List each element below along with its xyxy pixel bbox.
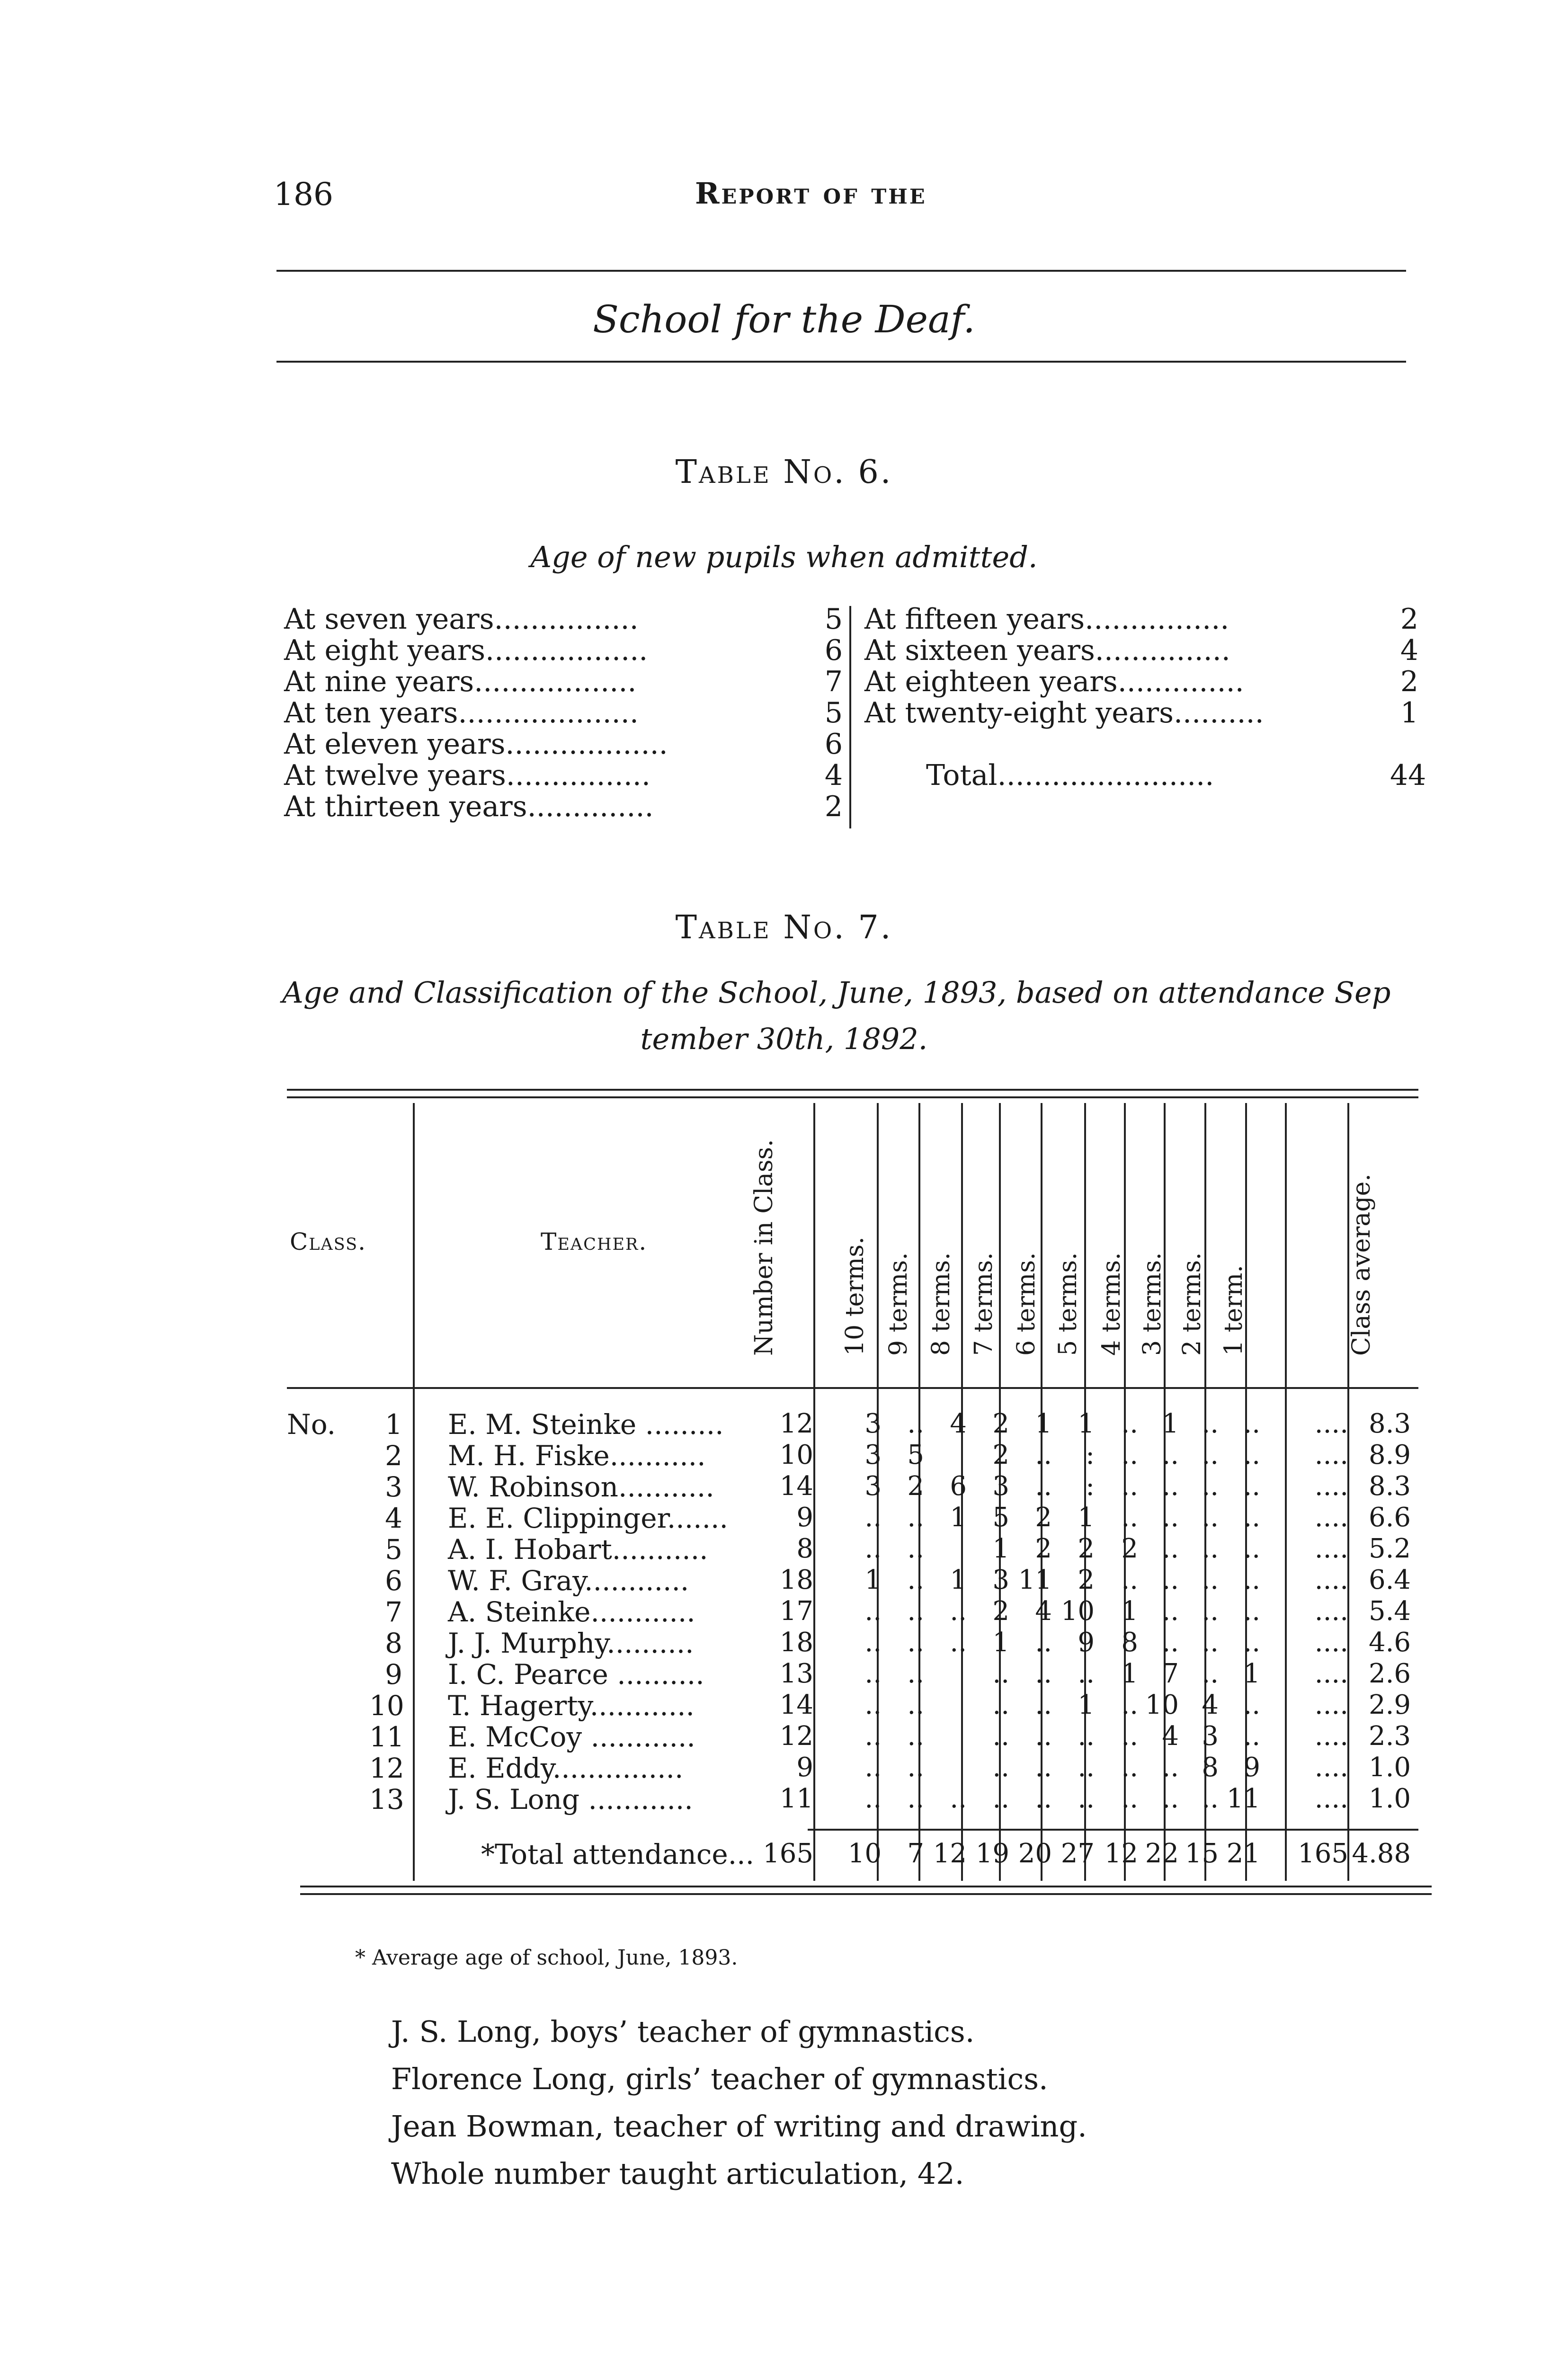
table-cell: 2 (1121, 1533, 1138, 1564)
table-cell: 4 (1035, 1596, 1052, 1627)
table-cell: 2 (907, 1471, 924, 1502)
table-cell: 1 (1243, 1658, 1260, 1689)
table-cell: .... (1314, 1408, 1348, 1439)
table-cell: 1.0 (1368, 1752, 1411, 1783)
table-cell: .. (950, 1627, 967, 1658)
table-cell: .. (864, 1627, 882, 1658)
table-cell: .. (1202, 1596, 1219, 1627)
table-cell: .. (864, 1690, 882, 1720)
class-prefix: No. (287, 1408, 336, 1441)
table7-caption: Table No. 7. (675, 909, 893, 946)
table-cell: .. (1162, 1565, 1179, 1595)
total-cell: 12 (1104, 1838, 1138, 1869)
running-title: Report of the (695, 176, 927, 211)
table6-right (864, 603, 1426, 792)
table6-subtitle: Age of new pupils when admitted. (530, 540, 1038, 574)
table-cell: 12 (779, 1721, 813, 1752)
total-label: Total........................ (926, 759, 1214, 792)
table-cell: .. (864, 1752, 882, 1783)
age-label: At eighteen years.............. (864, 665, 1244, 698)
note-line: Florence Long, girls’ teacher of gymnastics. (391, 2062, 1048, 2096)
table6-caption: Table No. 6. (675, 454, 893, 491)
table6-row (864, 697, 1418, 729)
teacher-name: T. Hagerty............ (448, 1690, 695, 1722)
table-cell: .. (1078, 1783, 1095, 1814)
total-cell: 21 (1226, 1838, 1260, 1869)
table-cell: 10 (1145, 1690, 1179, 1720)
table-cell: .. (864, 1783, 882, 1814)
note-line: Whole number taught articulation, 42. (391, 2156, 964, 2191)
table-cell: .. (1243, 1440, 1260, 1470)
teacher-name: J. S. Long ............ (448, 1783, 693, 1815)
table6-row (864, 604, 1418, 635)
table-cell: .. (1162, 1752, 1179, 1783)
table-cell: .. (992, 1752, 1009, 1783)
table-cell: .. (992, 1658, 1009, 1689)
table-cell: .. (1162, 1627, 1179, 1658)
table6-total-row (864, 759, 1426, 792)
table-cell: 1 (1121, 1658, 1138, 1689)
table-cell: .... (1314, 1596, 1348, 1627)
table-cell: 4 (1162, 1721, 1179, 1752)
footnote: * Average age of school, June, 1893. (355, 1946, 738, 1970)
table-cell: 14 (779, 1471, 813, 1502)
total-cell: 15 (1185, 1838, 1219, 1869)
teacher-name: W. F. Gray............ (448, 1565, 689, 1597)
section-rule (276, 361, 1406, 363)
table-cell: .. (907, 1752, 924, 1783)
col-class-header: Class. (290, 1228, 367, 1255)
table-cell: .. (907, 1533, 924, 1564)
total-cell: 22 (1145, 1838, 1179, 1869)
table-cell: 5.2 (1368, 1533, 1411, 1564)
col-header: Number in Class. (750, 1139, 778, 1356)
table-cell: .. (864, 1533, 882, 1564)
table-cell: .. (1035, 1658, 1052, 1689)
total-cell: 10 (847, 1838, 882, 1869)
table-cell: .. (1243, 1471, 1260, 1502)
table-cell: .. (1121, 1408, 1138, 1439)
table-cell: 8 (1121, 1627, 1138, 1658)
table-cell: .... (1314, 1690, 1348, 1720)
table-cell: 9 (1078, 1627, 1095, 1658)
table7-bottom-rule (300, 1886, 1432, 1887)
table-cell: .. (1202, 1627, 1219, 1658)
top-rule (276, 270, 1406, 272)
total-cell: 20 (1018, 1838, 1052, 1869)
table-cell: .. (864, 1502, 882, 1533)
table-cell: 9 (796, 1502, 813, 1533)
table-cell: .. (1121, 1502, 1138, 1533)
age-count: 6 (824, 728, 843, 761)
teacher-name: E. Eddy............... (448, 1752, 684, 1784)
table-cell: .. (907, 1658, 924, 1689)
table-cell: 1 (1162, 1408, 1179, 1439)
table-cell: 18 (779, 1565, 813, 1595)
table-cell: .. (1035, 1690, 1052, 1720)
table6-row (284, 635, 843, 666)
table6-row (284, 666, 843, 697)
total-cell: 19 (975, 1838, 1009, 1869)
table-cell: 1 (950, 1565, 967, 1595)
table-cell: .. (1243, 1533, 1260, 1564)
table-cell: 6.4 (1368, 1565, 1411, 1595)
table7-top-rule (287, 1089, 1418, 1091)
table-cell: 1 (1035, 1408, 1052, 1439)
table-cell: 4 (950, 1408, 967, 1439)
table-cell: 1 (992, 1627, 1009, 1658)
class-number: 4 (385, 1502, 402, 1534)
age-label: At fifteen years................ (864, 603, 1229, 636)
table-cell: 10 (1060, 1596, 1095, 1627)
table-cell: 4.6 (1368, 1627, 1411, 1658)
class-number: 10 (369, 1690, 404, 1722)
class-number: 9 (385, 1658, 402, 1691)
table6-row (284, 697, 843, 729)
class-number: 3 (385, 1471, 402, 1503)
table7-column-rule (813, 1103, 815, 1881)
age-label: At seven years................ (284, 603, 639, 636)
table-cell: .... (1314, 1565, 1348, 1595)
table7-subtitle-line1: Age and Classification of the School, June, 1893, based on attendance Sep (282, 975, 1391, 1010)
table-cell: .. (992, 1721, 1009, 1752)
table-cell: 1 (1121, 1596, 1138, 1627)
table-cell: 17 (779, 1596, 813, 1627)
table-cell: .. (864, 1658, 882, 1689)
table7-column-rule (413, 1103, 415, 1881)
table-cell: 3 (864, 1440, 882, 1470)
table-cell: 8 (796, 1533, 813, 1564)
table-cell: .. (1202, 1533, 1219, 1564)
table-cell: .. (992, 1690, 1009, 1720)
col-header: 9 terms. (884, 1252, 913, 1356)
age-count: 2 (1400, 665, 1418, 698)
col-teacher-header: Teacher. (541, 1228, 648, 1255)
table-cell: 2 (1078, 1565, 1095, 1595)
table-cell: .. (1243, 1690, 1260, 1720)
table-cell: 2.3 (1368, 1721, 1411, 1752)
table-cell: .. (1243, 1596, 1260, 1627)
teacher-name: E. M. Steinke ......... (448, 1408, 724, 1441)
table-cell: .. (1121, 1440, 1138, 1470)
table-cell: 4 (1202, 1690, 1219, 1720)
table-cell: .. (907, 1596, 924, 1627)
table-cell: 2 (992, 1408, 1009, 1439)
note-line: J. S. Long, boys’ teacher of gymnastics. (391, 2014, 975, 2049)
table6-divider (849, 606, 851, 828)
table-cell: .. (1121, 1752, 1138, 1783)
table-cell: 1 (864, 1565, 882, 1595)
table-cell: 5 (907, 1440, 924, 1470)
table-cell: 3 (1202, 1721, 1219, 1752)
table-cell: .. (1121, 1565, 1138, 1595)
col-header: 7 terms. (970, 1252, 998, 1356)
class-number: 11 (369, 1721, 404, 1753)
table-cell: 2 (1035, 1533, 1052, 1564)
total-attendance-label: *Total attendance... (481, 1838, 755, 1870)
table-cell: 6.6 (1368, 1502, 1411, 1533)
class-number: 7 (385, 1596, 402, 1628)
table-cell: .. (1035, 1627, 1052, 1658)
total-cell: 7 (907, 1838, 924, 1869)
table-cell: .. (1202, 1783, 1219, 1814)
table-cell: .. (1243, 1565, 1260, 1595)
table-cell: .. (907, 1408, 924, 1439)
age-label: At ten years.................... (284, 696, 639, 730)
age-count: 5 (824, 603, 843, 636)
col-header: 6 terms. (1012, 1252, 1041, 1356)
table-cell: .. (907, 1721, 924, 1752)
table-cell: 8.3 (1368, 1471, 1411, 1502)
table-cell: .... (1314, 1752, 1348, 1783)
table-cell: 1 (992, 1533, 1009, 1564)
table-cell: .. (1162, 1502, 1179, 1533)
note-line: Jean Bowman, teacher of writing and drawing. (391, 2109, 1087, 2144)
table6-row (284, 791, 843, 822)
table7-top-rule-2 (287, 1096, 1418, 1098)
page-number: 186 (274, 176, 333, 213)
table-cell: 18 (779, 1627, 813, 1658)
table-cell: 3 (992, 1565, 1009, 1595)
table-cell: .. (1162, 1533, 1179, 1564)
class-number: 5 (385, 1533, 402, 1566)
table-cell: .. (864, 1721, 882, 1752)
table-cell: .. (1202, 1408, 1219, 1439)
table-cell: 3 (864, 1408, 882, 1439)
age-label: At twenty-eight years.......... (864, 696, 1264, 730)
table7-subtitle-line2: tember 30th, 1892. (640, 1022, 928, 1056)
teacher-name: A. I. Hobart........... (448, 1533, 708, 1566)
teacher-name: A. Steinke............ (448, 1596, 695, 1628)
table-cell: .. (1162, 1471, 1179, 1502)
table-cell: 14 (779, 1690, 813, 1720)
table-cell: .. (1078, 1752, 1095, 1783)
class-number: 12 (369, 1752, 404, 1784)
table6-left (284, 604, 843, 822)
table-cell: 1 (950, 1502, 967, 1533)
table-cell: .. (1035, 1440, 1052, 1470)
table-cell: 9 (1243, 1752, 1260, 1783)
table-cell: .. (950, 1783, 967, 1814)
table6-row (284, 760, 843, 791)
teacher-name: W. Robinson........... (448, 1471, 714, 1503)
table-cell: .... (1314, 1533, 1348, 1564)
table-cell: 1 (1078, 1690, 1095, 1720)
age-count: 6 (824, 634, 843, 667)
col-header: 2 terms. (1178, 1252, 1206, 1356)
table-cell: 12 (779, 1408, 813, 1439)
table7-total-rule (808, 1829, 1418, 1831)
table-cell: 8.3 (1368, 1408, 1411, 1439)
age-count: 2 (1400, 603, 1418, 636)
table6-spacer (864, 729, 1418, 760)
table-cell: .. (1202, 1440, 1219, 1470)
table-cell: .. (1035, 1783, 1052, 1814)
age-count: 5 (824, 696, 843, 730)
age-count: 4 (824, 759, 843, 792)
table-cell: .. (1243, 1502, 1260, 1533)
table-cell: .. (1243, 1627, 1260, 1658)
teacher-name: J. J. Murphy.......... (448, 1627, 694, 1659)
table-cell: 2 (1035, 1502, 1052, 1533)
table-cell: 3 (992, 1471, 1009, 1502)
table-cell: 2.6 (1368, 1658, 1411, 1689)
total-value: 44 (1390, 759, 1426, 792)
age-label: At eleven years.................. (284, 728, 668, 761)
table7-bottom-rule-2 (300, 1893, 1432, 1895)
table-cell: .... (1314, 1721, 1348, 1752)
table-cell: 11 (1018, 1565, 1052, 1595)
table-cell: 11 (1226, 1783, 1260, 1814)
table6-row (284, 729, 843, 760)
table-cell: .. (1035, 1471, 1052, 1502)
age-label: At nine years.................. (284, 665, 637, 698)
table-cell: .. (1035, 1752, 1052, 1783)
table6-row (864, 666, 1418, 697)
class-number: 13 (369, 1783, 404, 1815)
total-cell: 165 (1298, 1838, 1348, 1869)
age-count: 2 (824, 790, 843, 823)
table-cell: .. (907, 1565, 924, 1595)
class-number: 6 (385, 1565, 402, 1597)
age-label: At sixteen years............... (864, 634, 1230, 667)
table-cell: .. (907, 1627, 924, 1658)
class-number: 1 (385, 1408, 402, 1441)
total-cell: 4.88 (1352, 1838, 1411, 1869)
age-label: At thirteen years.............. (284, 790, 654, 823)
teacher-name: M. H. Fiske........... (448, 1440, 706, 1472)
table-cell: .. (1202, 1565, 1219, 1595)
class-number: 8 (385, 1627, 402, 1659)
table-cell: .... (1314, 1440, 1348, 1470)
table-cell: 1 (1078, 1502, 1095, 1533)
table-cell: .. (1121, 1471, 1138, 1502)
table-cell: .... (1314, 1658, 1348, 1689)
table-cell: .... (1314, 1783, 1348, 1814)
table-cell: .. (1162, 1440, 1179, 1470)
age-count: 7 (824, 665, 843, 698)
col-header: 8 terms. (927, 1252, 955, 1356)
total-cell: 165 (763, 1838, 813, 1869)
col-header: 3 terms. (1138, 1252, 1167, 1356)
table-cell: .. (950, 1596, 967, 1627)
table-cell: .. (1078, 1721, 1095, 1752)
table-cell: 6 (950, 1471, 967, 1502)
table-cell: 1 (1078, 1408, 1095, 1439)
table-cell: 3 (864, 1471, 882, 1502)
table-cell: 11 (779, 1783, 813, 1814)
table-cell: .. (1202, 1502, 1219, 1533)
table6-row (284, 604, 843, 635)
age-count: 1 (1400, 696, 1418, 730)
table-cell: .. (1121, 1721, 1138, 1752)
table-cell: .. (1121, 1783, 1138, 1814)
table-cell: .. (1121, 1690, 1138, 1720)
table-cell: 8 (1202, 1752, 1219, 1783)
table-cell: .. (1162, 1783, 1179, 1814)
table-cell: .. (1243, 1721, 1260, 1752)
table-cell: .. (1035, 1721, 1052, 1752)
col-header: 10 terms. (841, 1237, 869, 1356)
table6-row (864, 635, 1418, 666)
table-cell: 7 (1162, 1658, 1179, 1689)
col-header: 1 term. (1220, 1265, 1248, 1356)
table-cell: .... (1314, 1471, 1348, 1502)
table-cell: : (1086, 1471, 1095, 1502)
table-cell: 1.0 (1368, 1783, 1411, 1814)
table-cell: .. (907, 1783, 924, 1814)
col-header: 4 terms. (1097, 1252, 1126, 1356)
table-cell: .... (1314, 1627, 1348, 1658)
table-cell: .. (1243, 1408, 1260, 1439)
table-cell: : (1086, 1440, 1095, 1470)
table-cell: 5.4 (1368, 1596, 1411, 1627)
table-cell: 2 (992, 1440, 1009, 1470)
table-cell: .. (907, 1690, 924, 1720)
table-cell: .. (1078, 1658, 1095, 1689)
table-cell: 2 (1078, 1533, 1095, 1564)
teacher-name: I. C. Pearce .......... (448, 1658, 704, 1691)
class-number: 2 (385, 1440, 402, 1472)
table-cell: .. (907, 1502, 924, 1533)
table-cell: 8.9 (1368, 1440, 1411, 1470)
table-cell: .. (1202, 1658, 1219, 1689)
teacher-name: E. E. Clippinger....... (448, 1502, 728, 1534)
age-label: At twelve years................ (284, 759, 650, 792)
table-cell: .... (1314, 1502, 1348, 1533)
teacher-name: E. McCoy ............ (448, 1721, 695, 1753)
table-cell: .. (992, 1783, 1009, 1814)
table-cell: 9 (796, 1752, 813, 1783)
table-cell: 2 (992, 1596, 1009, 1627)
table-cell: 2.9 (1368, 1690, 1411, 1720)
total-cell: 12 (933, 1838, 967, 1869)
col-header: Class average. (1347, 1174, 1376, 1356)
table-cell: 10 (779, 1440, 813, 1470)
table-cell: 5 (992, 1502, 1009, 1533)
table-cell: .. (1162, 1596, 1179, 1627)
table-cell: 13 (779, 1658, 813, 1689)
age-count: 4 (1400, 634, 1418, 667)
table-cell: .. (1202, 1471, 1219, 1502)
col-header: 5 terms. (1054, 1252, 1082, 1356)
total-cell: 27 (1060, 1838, 1095, 1869)
section-title: School for the Deaf. (593, 297, 975, 341)
table7-header-rule (287, 1387, 1418, 1389)
table-cell: .. (864, 1596, 882, 1627)
age-label: At eight years.................. (284, 634, 648, 667)
